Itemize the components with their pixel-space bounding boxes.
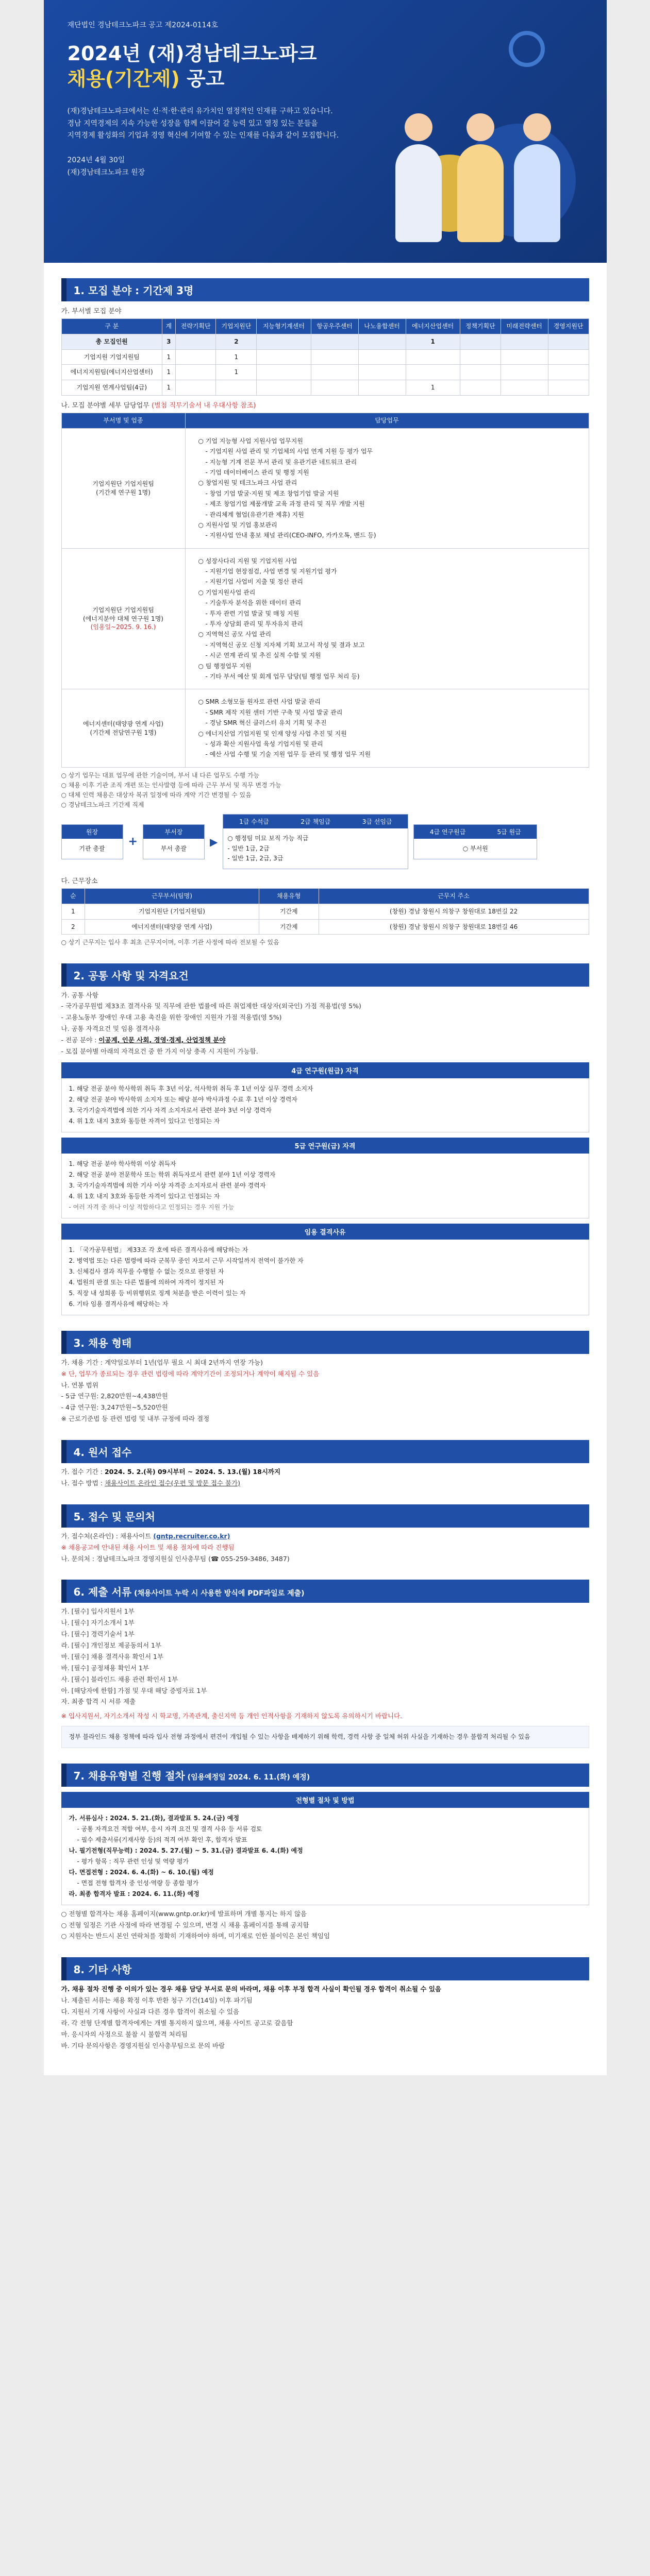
table-cell — [175, 349, 216, 365]
flow-box: 4급 연구원급 5급 원급 ○ 부서원 — [413, 824, 537, 859]
process-notes — [61, 1908, 589, 1942]
contact-info: 가. 접수처(온라인) : 채용사이트 (gntp.recruiter.co.kr) ※ 채용공고에 안내된 채용 사이트 및 채용 절차에 따라 진행됨 나. 문의처 : 경남테크노파크 경영지원실 인사총무팀 (☎ 055-259-3486, 3487) — [61, 1532, 290, 1563]
section-title: 7. 채용유형별 진행 절차 (임용예정일 2024. 6. 11.(화) 예정) — [61, 1764, 589, 1787]
table-cell: 1 — [406, 380, 460, 396]
duty-list — [188, 552, 586, 686]
table-cell: 1 — [216, 365, 257, 380]
other-info: 가. 채용 절차 진행 중 이의가 있는 경우 채용 담당 부서로 문의 바라며, 채용 이후 부정 합격 사실이 확인될 경우 합격이 취소될 수 있음 나. 제출된 서류는 채용 확정 이후 반환 청구 기간(14일) 이후 파기됨 다. 지원서 기재 사항이 사실과 다른 경우 합격이 취소될 수 있음 라. 각 전형 단계별 합격자에게는 개별 통지하지 않으며, 채용 사이트 공고로 갈음함 마. 응시자의 사정으로 불참 시 불합격 처리됨 바. 기타 문의사항은 경영지원실 인사총무팀으로 문의 바람 — [61, 1984, 589, 2051]
qual-bar: 5급 연구원(급) 자격 — [61, 1138, 589, 1154]
qual-bar: 4급 연구원(원급) 자격 — [61, 1062, 589, 1078]
list-item: - 평가 항목 : 직무 관련 인성 및 역량 평가 — [77, 1857, 189, 1865]
duty-item: - 시군 연계 관리 및 추진 실적 수합 및 지원 — [205, 652, 321, 659]
duty-item: - 기업지원 사업 관리 및 기업체의 사업 연계 지원 등 평가 업무 — [205, 448, 373, 455]
subheading: 가. 부서별 모집 분야 — [61, 308, 122, 315]
disqual-bar: 임용 결격사유 — [61, 1224, 589, 1240]
duty-item: - 성과 확산 지원사업 육성 기업지원 및 관리 — [205, 740, 323, 748]
common-requirements: 가. 공통 사항 - 국가공무원법 제33조 결격사유 및 직무에 관한 법률에 따른 취업제한 대상자(외국인) 가점 적용법(영 5%) - 고용노동부 장애인 우대 고용 촉진을 위한 장애인 지원자 가점 적용법(영 5%) 나. 공통 자격요건 및 임용 결격사유 - 전공 분야 : 이공계, 인문 사회, 경영·경제, 산업정책 분야 - 모집 분야별 아래의 자격요건 중 한 가지 이상 충족 시 지원이 가능함. — [61, 991, 361, 1055]
table-header: 채용유형 — [259, 889, 319, 904]
table-row — [61, 689, 589, 767]
table-header: 계 — [162, 319, 175, 334]
disqual-box — [61, 1240, 589, 1315]
duty-item: ○ 기업 지능형 사업 지원사업 업무지원 — [198, 437, 303, 445]
list-item: 라. 최종 합격자 발표 : 2024. 6. 11.(화) 예정 — [69, 1890, 199, 1897]
duty-item: ○ SMR 소형모듈 원자로 관련 사업 발굴 관리 — [198, 698, 321, 706]
duty-item: - 지역혁신 공모 신청 지자체 기획 보고서 작성 및 결과 보고 — [205, 641, 365, 649]
list-item: 가. [필수] 입사지원서 1부 — [61, 1607, 135, 1616]
table-header: 담당업무 — [185, 413, 589, 428]
duty-list — [188, 432, 586, 545]
table-header: 근무부서(팀명) — [85, 889, 259, 904]
section-title: 5. 접수 및 문의처 — [61, 1504, 589, 1528]
qual-box — [61, 1154, 589, 1218]
table-cell — [460, 365, 501, 380]
subheading: 나. 모집 분야별 세부 담당업무 (별첨 직무기술서 내 우대사항 참조) — [61, 401, 256, 410]
duty-item: - SMR 제작 지원 센터 기반 구축 및 사업 발굴 관리 — [205, 708, 343, 716]
table-row — [61, 904, 589, 919]
table-row — [61, 365, 589, 380]
duty-item: - 지원사업 안내 홍보 채널 관리(CEO-INFO, 카카오톡, 밴드 등) — [205, 532, 376, 539]
list-item: 4. 위 1호 내지 3호와 동등한 자격이 있다고 인정되는 자 — [69, 1192, 220, 1200]
dept-label: 기업지원단 기업지원팀 — [92, 480, 154, 487]
list-item: 마. 응시자의 사정으로 불참 시 불합격 처리됨 — [61, 2030, 188, 2038]
table-cell: 기간제 — [259, 919, 319, 935]
person-illustration — [457, 144, 504, 242]
list-item: ○ 전형별 합격자는 채용 홈페이지(www.gntp.or.kr)에 발표하며 개별 통지는 하지 않음 — [61, 1909, 307, 1918]
duty-item: ○ 기업지원사업 관리 — [198, 588, 256, 596]
document-list — [61, 1606, 589, 1707]
duty-item: - 투자 관련 기업 발굴 및 매칭 지원 — [205, 609, 299, 617]
table-header: 부서명 및 업종 — [61, 413, 185, 428]
list-item: 5. 직장 내 성희롱 등 비위행위로 징계 처분을 받은 이력이 있는 자 — [69, 1289, 246, 1297]
table-header: 에너지산업센터 — [406, 319, 460, 334]
table-cell: (창원) 경남 창원시 의창구 창원대로 18번길 46 — [319, 919, 589, 935]
table-cell — [175, 365, 216, 380]
note: - 여러 자격 중 하나 이상 적합하다고 인정되는 경우 지원 가능 — [69, 1203, 235, 1211]
list-item: 바. 기타 문의사항은 경영지원실 인사총무팀으로 문의 바람 — [61, 2041, 225, 2049]
flow-box: 부서장 부서 총괄 — [143, 824, 205, 859]
plus-icon: + — [128, 835, 138, 849]
table-row — [61, 380, 589, 396]
table-header: 기업지원단 — [216, 319, 257, 334]
list-item: ○ 지원자는 반드시 본인 연락처를 정확히 기재하여야 하며, 미기재로 인한 불이익은 본인 책임임 — [61, 1932, 330, 1940]
list-item: 라. [필수] 개인정보 제공동의서 1부 — [61, 1641, 162, 1650]
person-illustration — [514, 144, 560, 242]
table-cell — [311, 365, 358, 380]
list-item: 3. 신체검사 결과 직무를 수행할 수 없는 것으로 판정된 자 — [69, 1267, 224, 1275]
table-cell: 1 — [406, 334, 460, 349]
table-row — [61, 334, 589, 349]
list-item: - 공통 자격요건 적합 여부, 응시 자격 요건 및 결격 사유 등 서류 검토 — [77, 1825, 262, 1833]
list-item: 1. 「국가공무원법」 제33조 각 호에 따른 결격사유에 해당하는 자 — [69, 1246, 248, 1253]
recruit-count-table — [61, 318, 589, 396]
duty-cell — [185, 428, 589, 548]
list-item: 4. 위 1호 내지 3호와 동등한 자격이 있다고 인정되는 자 — [69, 1117, 220, 1125]
list-item: 나. [필수] 자기소개서 1부 — [61, 1619, 135, 1627]
note: ○ 상기 업무는 대표 업무에 관한 기술이며, 부서 내 다른 업무도 수행 가능 ○ 채용 이후 기관 조직 개편 또는 인사발령 등에 따라 근무 부서 및 직무 변경 가능 ○ 대체 인력 채용은 대상자 복귀 일정에 따라 계약 기간 변경될 수 있음 ○ 경남테크노파크 기간제 직제 — [61, 771, 281, 809]
list-item: 라. 각 전형 단계별 합격자에게는 개별 통지하지 않으며, 채용 사이트 공고로 갈음함 — [61, 2019, 293, 2027]
table-header: 지능형기계센터 — [257, 319, 311, 334]
table-header: 나노융합센터 — [358, 319, 406, 334]
table-cell: 기업지원단 (기업지원팀) — [85, 904, 259, 919]
table-cell: 1 — [216, 349, 257, 365]
table-cell: 2 — [61, 919, 85, 935]
table-cell — [358, 365, 406, 380]
table-cell — [548, 349, 589, 365]
dept-label: 기업지원단 기업지원팀 — [92, 606, 154, 614]
hero-banner — [44, 0, 607, 263]
duty-item: - 지원기업 현장점검, 사업 변경 및 지원기업 평가 — [205, 568, 337, 575]
arrow-right-icon: ▶ — [209, 835, 218, 848]
list-item: 다. 면접전형 : 2024. 6. 4.(화) ~ 6. 10.(월) 예정 — [69, 1868, 214, 1876]
table-cell: 기업지원 연계사업팀(4급) — [61, 380, 162, 396]
application-period: 가. 접수 기간 : 2024. 5. 2.(목) 09시부터 ~ 2024. 5. 13.(월) 18시까지 나. 접수 방법 : 채용사이트 온라인 접수(우편 및 방문 접수 불가) — [61, 1468, 281, 1487]
table-cell: 기업지원 기업지원팀 — [61, 349, 162, 365]
duty-item: - 기업 데이터베이스 관리 및 행정 지원 — [205, 468, 309, 476]
table-cell — [257, 349, 311, 365]
section-title: 3. 채용 형태 — [61, 1331, 589, 1354]
person-illustration — [395, 144, 442, 242]
process-bar: 전형별 절차 및 방법 — [61, 1792, 589, 1808]
table-header: 경영지원단 — [548, 319, 589, 334]
table-cell: 1 — [162, 380, 175, 396]
notice-number: 재단법인 경남테크노파크 공고 제2024-0114호 — [67, 21, 219, 29]
list-item: 2. 병역법 또는 다른 법령에 따라 군복무 중인 자로서 근무 시작일까지 전역이 불가한 자 — [69, 1257, 304, 1264]
dept-label: 에너지센터(태양광 연계 사업) — [82, 720, 164, 727]
workplace-table — [61, 888, 589, 935]
table-row — [61, 919, 589, 935]
list-item: 나. 제출된 서류는 채용 확정 이후 반환 청구 기간(14일) 이후 파기됨 — [61, 1996, 253, 2005]
section-title: 1. 모집 분야 : 기간제 3명 — [61, 278, 589, 301]
section-title: 4. 원서 접수 — [61, 1440, 589, 1463]
table-cell — [460, 349, 501, 365]
table-cell — [358, 380, 406, 396]
table-cell: 3 — [162, 334, 175, 349]
table-row — [61, 349, 589, 365]
table-cell — [548, 334, 589, 349]
dept-cell — [61, 689, 185, 767]
table-cell — [311, 334, 358, 349]
table-row — [61, 548, 589, 689]
list-item: 2. 해당 전공 분야 박사학위 소지자 또는 해당 분야 박사과정 수료 후 1년 이상 경력자 — [69, 1095, 297, 1103]
duty-item: - 투자 상담회 관리 및 투자유치 관리 — [205, 620, 304, 628]
list-item: 1. 해당 전공 분야 학사학위 이상 취득자 — [69, 1160, 176, 1167]
duty-list — [188, 692, 586, 764]
list-item: 아. [해당자에 한함] 가점 및 우대 해당 증빙자료 1부 — [61, 1686, 207, 1694]
duty-item: - 제조 창업기업 제품개발 교육 과정 관리 및 직무 개발 지원 — [205, 500, 365, 508]
table-cell — [175, 380, 216, 396]
table-header: 정책기획단 — [460, 319, 501, 334]
dept-label: (에너지분야 대체 연구원 1명) — [83, 615, 163, 622]
list-item: 나. 필기전형(직무능력) : 2024. 5. 27.(월) ~ 5. 31.(금) 결과발표 6. 4.(화) 예정 — [69, 1846, 303, 1854]
list-item: 자. 최종 합격 시 서류 제출 — [61, 1698, 136, 1706]
employment-type: 가. 채용 기간 : 계약일로부터 1년(업무 필요 시 최대 2년까지 연장 가능) ※ 단, 업무가 종료되는 경우 관련 법령에 따라 계약기간이 조정되거나 계약이 해지될 수 있음 나. 연봉 범위 - 5급 연구원: 2,820만원~4,438만원 - 4급 연구원: 3,247만원~5,520만원 ※ 근로기준법 등 관련 법령 및 내부 규정에 따라 결정 — [61, 1358, 320, 1423]
blind-hiring-notice: 정부 블라인드 채용 정책에 따라 입사 전형 과정에서 편견이 개입될 수 있는 사항을 배제하기 위해 학력, 경력 사항 중 일체 허위 사실을 기재하는 경우 불합격 처리될 수 있음 — [61, 1726, 589, 1748]
dept-period: (임용일~2025. 9. 16.) — [90, 623, 156, 631]
list-item: ○ 전형 일정은 기관 사정에 따라 변경될 수 있으며, 변경 시 채용 홈페이지를 통해 공지함 — [61, 1921, 309, 1929]
list-item: 사. [필수] 블라인드 채용 관련 확인서 1부 — [61, 1675, 178, 1683]
duty-item: - 기타 부서 예산 및 회계 업무 담당(팀 행정 업무 처리 등) — [205, 672, 360, 680]
table-cell — [460, 334, 501, 349]
table-cell — [406, 365, 460, 380]
duty-item: - 지원기업 사업비 지출 및 정산 관리 — [205, 578, 304, 586]
table-cell — [311, 380, 358, 396]
recruitment-notice — [44, 0, 607, 2075]
page-title: 2024년 (재)경남테크노파크 채용(기간제) 공고 — [67, 42, 317, 91]
table-header: 항공우주센터 — [311, 319, 358, 334]
duty-item: - 기술투자 분석을 위한 데이터 관리 — [205, 599, 302, 607]
list-item: 1. 해당 전공 분야 학사학위 취득 후 3년 이상, 석사학위 취득 후 1년 이상 실무 경력 소지자 — [69, 1084, 313, 1092]
duty-item: - 경남 SMR 혁신 클러스터 유치 기획 및 추진 — [205, 719, 327, 727]
hero-description: (재)경남테크노파크에서는 선·적·한·관리 유가치인 열정적인 인재를 구하고 있습니다. 경남 지역경제의 지속 가능한 성장을 함께 이끌어 갈 능력 있고 열정 있는 분들을 지역경제 활성화의 기업과 경영 혁신에 기여할 수 있는 인재를 다음과 같이 모집합니다. — [67, 107, 339, 140]
list-item: - 면접 전형 합격자 중 인성·역량 등 종합 평가 — [77, 1879, 199, 1887]
table-cell — [257, 334, 311, 349]
note: ○ 상기 근무지는 입사 후 최초 근무지이며, 이후 기관 사정에 따라 전보될 수 있음 — [61, 939, 279, 946]
dept-label: (기간제 연구원 1명) — [96, 488, 151, 496]
table-cell — [358, 334, 406, 349]
list-item: - 필수 제출서류(기재사항 등)의 적격 여부 확인 후, 합격자 발표 — [77, 1836, 247, 1843]
table-header: 순 — [61, 889, 85, 904]
dept-cell — [61, 548, 185, 689]
table-cell — [311, 349, 358, 365]
table-cell: 1 — [162, 365, 175, 380]
subheading: 다. 근무장소 — [61, 877, 98, 886]
table-cell: 1 — [61, 904, 85, 919]
note: ※ 입사지원서, 자기소개서 작성 시 학교명, 가족관계, 출신지역 등 개인 인적사항을 기재하지 않도록 유의하시기 바랍니다. — [61, 1712, 403, 1720]
list-item: 3. 국가기술자격법에 의한 기사 이상 자격증 소지자로서 관련 분야 경력자 — [69, 1181, 266, 1189]
table-cell — [501, 349, 548, 365]
table-cell: 기간제 — [259, 904, 319, 919]
list-item: 4. 법원의 판결 또는 다른 법률에 의하여 자격이 정지된 자 — [69, 1278, 224, 1286]
list-item: 6. 기타 임용 결격사유에 해당하는 자 — [69, 1300, 169, 1308]
table-header: 구 분 — [61, 319, 162, 334]
duty-item: ○ 에너지산업 기업지원 및 인재 양성 사업 추진 및 지원 — [198, 730, 347, 737]
list-item: 3. 국가기술자격법에 의한 기사 자격 소지자로서 관련 분야 3년 이상 경력자 — [69, 1106, 272, 1114]
duty-item: - 예산 사업 수행 및 기술 지원 업무 등 관리 및 행정 업무 지원 — [205, 751, 371, 758]
org-flow — [61, 814, 589, 869]
table-cell — [406, 349, 460, 365]
table-cell — [216, 380, 257, 396]
duty-item: ○ 지원사업 및 기업 홍보관리 — [198, 521, 277, 529]
list-item: 다. [필수] 경력기술서 1부 — [61, 1630, 135, 1638]
table-header: 근무지 주소 — [319, 889, 589, 904]
table-cell — [501, 334, 548, 349]
list-item: 마. [필수] 채용 결격사유 확인서 1부 — [61, 1652, 164, 1660]
table-header: 전략기획단 — [175, 319, 216, 334]
list-item: 다. 지원서 기재 사항이 사실과 다른 경우 합격이 취소될 수 있음 — [61, 2008, 240, 2015]
table-cell — [501, 380, 548, 396]
table-cell: 총 모집인원 — [61, 334, 162, 349]
section-title: 2. 공통 사항 및 자격요건 — [61, 963, 589, 987]
table-cell — [501, 365, 548, 380]
duty-item: - 지능형 기계 전문 부서 관리 및 유관기관 네트워크 관리 — [205, 458, 357, 466]
table-cell — [257, 365, 311, 380]
list-item: 가. 서류심사 : 2024. 5. 21.(화), 결과발표 5. 24.(금) 예정 — [69, 1814, 239, 1822]
qual-box — [61, 1078, 589, 1132]
table-cell — [548, 380, 589, 396]
process-box — [61, 1808, 589, 1905]
table-cell — [257, 380, 311, 396]
duty-table — [61, 413, 589, 768]
section-title: 8. 기타 사항 — [61, 1957, 589, 1980]
table-cell — [175, 334, 216, 349]
duty-item: ○ 팀 행정업무 지원 — [198, 662, 252, 670]
duty-cell — [185, 548, 589, 689]
table-cell: 에너지지원팀(에너지산업센터) — [61, 365, 162, 380]
table-header: 미래전략센터 — [501, 319, 548, 334]
list-item: 2. 해당 전공 분야 전문학사 또는 학위 취득자로서 관련 분야 1년 이상 경력자 — [69, 1171, 276, 1178]
duty-cell — [185, 689, 589, 767]
duty-item: ○ 창업지원 및 테크노파크 사업 관리 — [198, 479, 297, 487]
table-cell: 에너지센터(태양광 연계 사업) — [85, 919, 259, 935]
table-cell — [548, 365, 589, 380]
table-row — [61, 428, 589, 548]
table-cell — [358, 349, 406, 365]
table-cell — [460, 380, 501, 396]
flow-box: 1급 수석급 2급 책임급 3급 선임급 ○ 행정팀 미묘 보직 가능 직급 - 일반 1급, 2급 - 일반 1급, 2급, 3급 — [223, 814, 408, 869]
duty-item: ○ 성장사다리 지원 및 기업지원 사업 — [198, 557, 297, 565]
list-item: 바. [필수] 공정채용 확인서 1부 — [61, 1664, 149, 1672]
duty-item: - 관리체계 협업(유관기관 제휴) 지원 — [205, 511, 304, 518]
duty-item: ○ 지역혁신 공모 사업 관리 — [198, 631, 272, 638]
duty-item: - 창업 기업 발굴·지원 및 제조 창업기업 발굴 지원 — [205, 489, 339, 497]
section-title: 6. 제출 서류 (채용사이트 누락 시 사용한 방식에 PDF파일로 제출) — [61, 1580, 589, 1603]
dept-label: (기간제 전담연구원 1명) — [90, 728, 157, 736]
notice-date: 2024년 4월 30일 (재)경남테크노파크 원장 — [67, 156, 145, 177]
flow-box: 원장 기관 총괄 — [61, 824, 123, 859]
table-cell: 2 — [216, 334, 257, 349]
table-cell: (창원) 경남 창원시 의창구 창원대로 18번길 22 — [319, 904, 589, 919]
dept-cell — [61, 428, 185, 548]
table-cell: 1 — [162, 349, 175, 365]
recruit-site-link[interactable]: (gntp.recruiter.co.kr) — [153, 1532, 230, 1540]
decor-ring — [509, 31, 545, 67]
